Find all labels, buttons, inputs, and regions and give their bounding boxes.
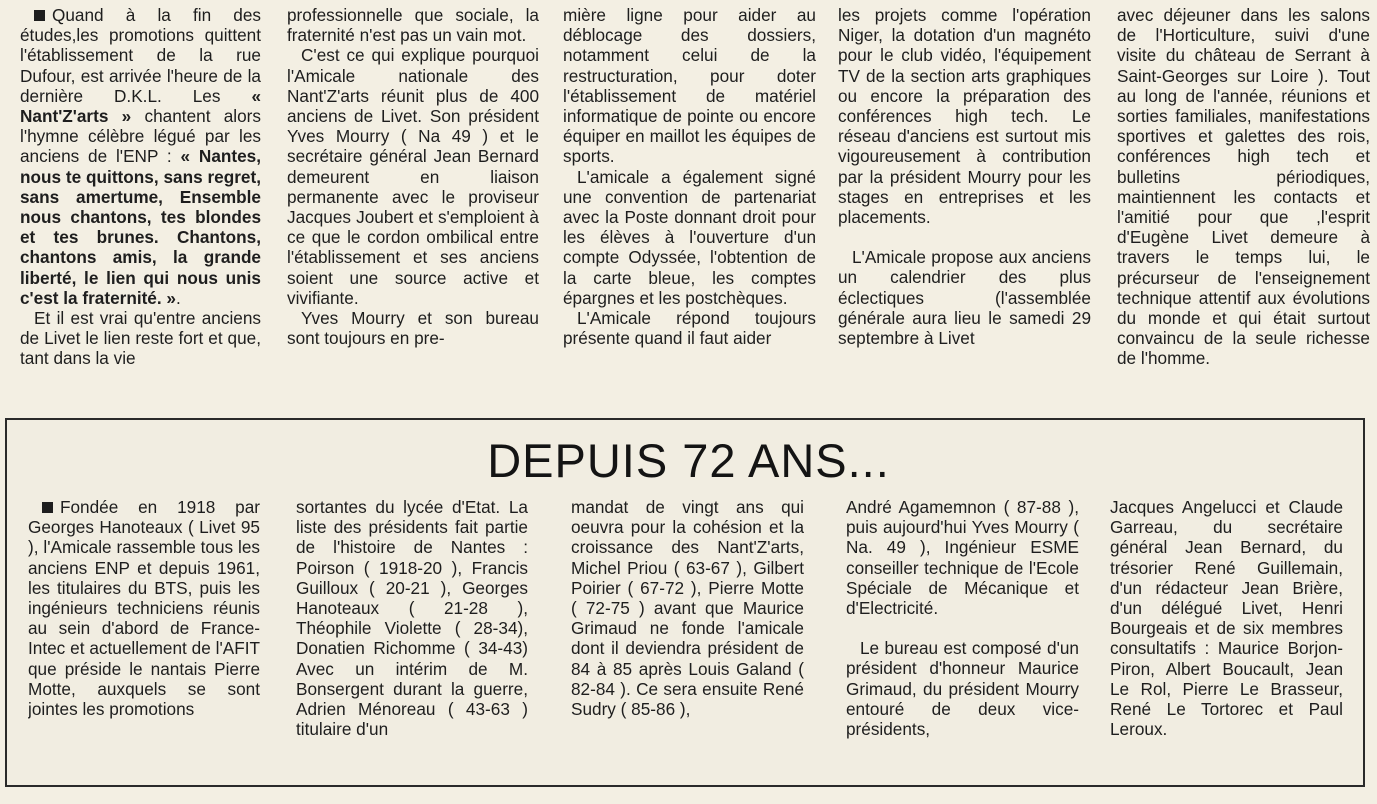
box-paragraph: mandat de vingt ans qui oeuvra pour la cohésion et la croissance des Nant'Z'arts, Michel Priou ( 63-67 ), Gilbert Poirier ( 67-72 ), Pierre Motte ( 72-75 ) avant que Maurice Grimaud ne fonde l'amicale dont il deviendra président de 84 à 85 après Louis Galand ( 82-84 ). Ce sera ensuite René Sudry ( 85-86 ), xyxy=(571,497,804,720)
hymn-lyrics: « Nantes, nous te quittons, sans regret, sans amertume, Ensemble nous chantons, tes blondes et tes brunes. Chantons, chantons amis, la grande liberté, le lien qui nous unis c'est la fraternité. » xyxy=(20,146,261,308)
box-paragraph: André Agamemnon ( 87-88 ), puis aujourd'hui Yves Mourry ( Na. 49 ), Ingénieur ESME conseiller technique de l'Ecole Spéciale de Mécanique et d'Electricité. xyxy=(846,497,1079,619)
article-column-5 xyxy=(1117,5,1370,393)
box-paragraph: Fondée en 1918 par Georges Hanoteaux ( Livet 95 ), l'Amicale rassemble tous les anciens ENP et depuis 1961, les titulaires du BTS, puis les ingénieurs techniciens réunis au sein d'abord de France-Intec et actuellement de l'AFIT que préside le nantais Pierre Motte, auxquels se sont jointes les promotions xyxy=(28,497,260,720)
box-column-4 xyxy=(846,497,1079,772)
article-paragraph: professionnelle que sociale, la fraternité n'est pas un vain mot. xyxy=(287,5,539,46)
article-column-3 xyxy=(563,5,816,393)
box-paragraph: Le bureau est composé d'un président d'honneur Maurice Grimaud, du président Mourry entouré de deux vice-présidents, xyxy=(846,638,1079,740)
article-column-4 xyxy=(838,5,1091,393)
article-column-1 xyxy=(20,5,261,393)
article-paragraph: les projets comme l'opération Niger, la dotation d'un magnéto pour le club vidéo, l'équipement TV de la section arts graphiques ou encore la préparation des conférences high tech. Le réseau d'anciens est surtout mis vigoureusement à contribution par la président Mourry pour les stages en entreprises et les placements. xyxy=(838,5,1091,228)
box-headline: DEPUIS 72 ANS... xyxy=(487,434,890,487)
article-paragraph: Et il est vrai qu'entre anciens de Livet le lien reste fort et que, tant dans la vie xyxy=(20,308,261,369)
box-paragraph: Jacques Angelucci et Claude Garreau, du secrétaire général Jean Bernard, du trésorier René Guillemain, d'un rédacteur Jean Brière, d'un délégué Livet, Henri Bourgeais et de six membres consultatifs : Maurice Borjon-Piron, Albert Boucault, Jean Le Rol, Pierre Le Brasseur, René Le Tortorec et Paul Leroux. xyxy=(1110,497,1343,740)
box-column-2 xyxy=(296,497,528,772)
article-paragraph: L'Amicale propose aux anciens un calendrier des plus éclectiques (l'assemblée générale aura lieu le samedi 29 septembre à Livet xyxy=(838,247,1091,349)
box-column-1 xyxy=(28,497,260,772)
article-paragraph: mière ligne pour aider au déblocage des dossiers, notamment celui de la restructuration, pour doter l'établissement de matériel informatique de pointe ou encore équiper en maillot les équipes de sports. xyxy=(563,5,816,167)
article-paragraph: avec déjeuner dans les salons de l'Horticulture, suivi d'une visite du château de Serrant à Saint-Georges sur Loire ). Tout au long de l'année, réunions et sorties familiales, manifestations sportives et galettes des rois, conférences high tech et bulletins périodiques, maintiennent les contacts et l'amitié pour que ,l'esprit d'Eugène Livet demeure à travers le temps lui, le précurseur de l'enseignement technique attentif aux évolutions du monde et qui était surtout convaincu de la seule richesse de l'homme. xyxy=(1117,5,1370,369)
article-paragraph: Yves Mourry et son bureau sont toujours en pre- xyxy=(287,308,539,349)
paragraph-marker-icon xyxy=(42,502,53,513)
school-nickname: « Nant'Z'arts » xyxy=(20,85,261,127)
paragraph-marker-icon xyxy=(34,10,45,21)
article-paragraph: L'Amicale répond toujours présente quand il faut aider xyxy=(563,308,816,349)
article-paragraph: L'amicale a également signé une convention de partenariat avec la Poste donnant droit pour les élèves à l'ouverture d'un compte Odyssée, l'obtention de la carte bleue, les comptes épargnes et les postchèques. xyxy=(563,166,816,308)
box-paragraph: sortantes du lycée d'Etat. La liste des présidents fait partie de l'histoire de Nantes : Poirson ( 1918-20 ), Francis Guilloux ( 20-21 ), Georges Hanoteaux ( 21-28 ), Théophile Violette ( 28-34), Donatien Richomme ( 34-43) Avec un intérim de M. Bonsergent durant la guerre, Adrien Ménoreau ( 43-63 ) titulaire d'un xyxy=(296,497,528,740)
box-column-3 xyxy=(571,497,804,772)
article-column-2 xyxy=(287,5,539,393)
box-column-5 xyxy=(1110,497,1343,772)
article-paragraph: C'est ce qui explique pourquoi l'Amicale nationale des Nant'Z'arts réunit plus de 400 anciens de Livet. Son président Yves Mourry ( Na 49 ) et le secrétaire général Jean Bernard demeurent en liaison permanente avec le proviseur Jacques Joubert et s'emploient à ce que le cordon ombilical entre l'établissement et ses anciens soient une source active et vivifiante. xyxy=(287,45,539,308)
article-paragraph: Quand à la fin des études,les promotions quittent l'établissement de la rue Dufour, est arrivée l'heure de la dernière D.K.L. Les « Nant'Z'arts » chantent alors l'hymne célèbre légué par les anciens de l'ENP : « Nantes, nous te quittons, sans regret, sans amertume, Ensemble nous chantons, tes blondes et tes brunes. Chantons, chantons amis, la grande liberté, le lien qui nous unis c'est la fraternité. ». xyxy=(20,5,261,308)
